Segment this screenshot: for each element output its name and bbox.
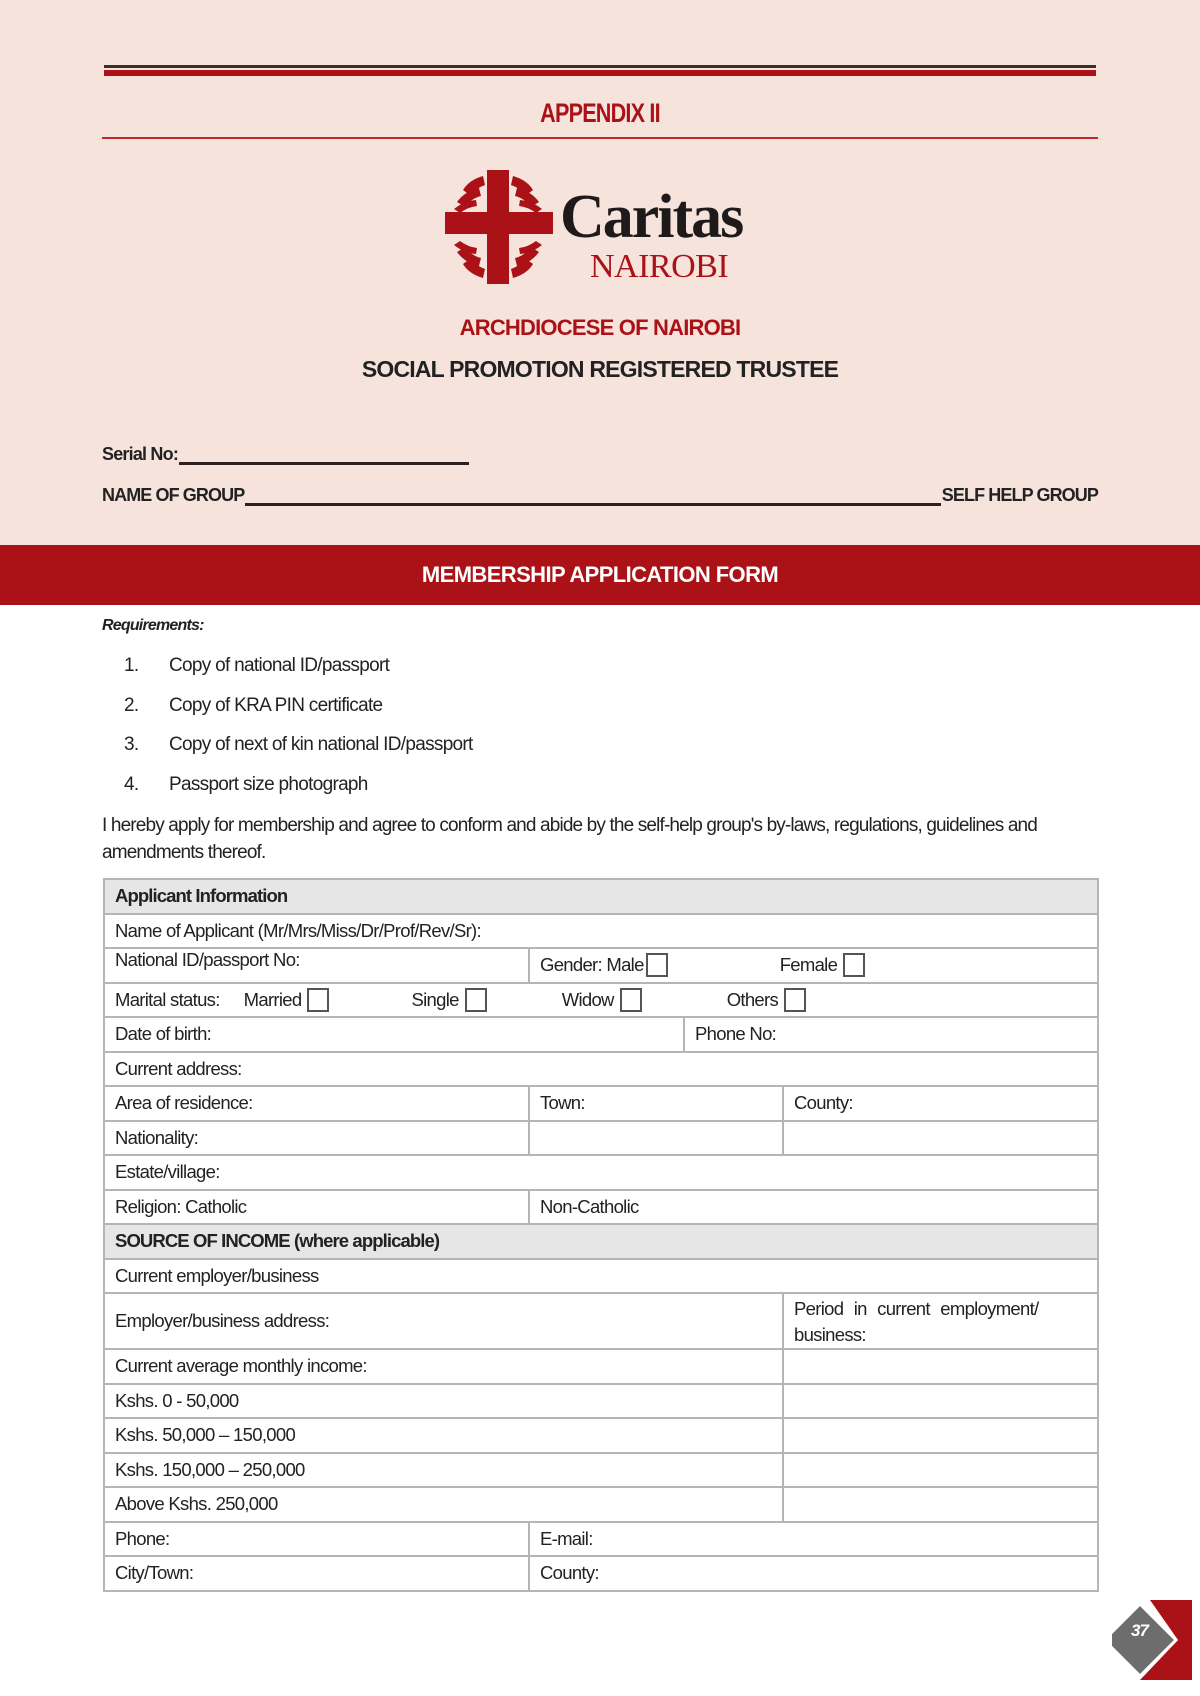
monthly-income-blank-cell[interactable]: [783, 1349, 1098, 1384]
income-bracket-row: [104, 1453, 1098, 1488]
gender-female-checkbox[interactable]: [843, 953, 865, 977]
location-row: [104, 1556, 1098, 1591]
marital-single-checkbox[interactable]: [465, 988, 487, 1012]
organization-name: ARCHDIOCESE OF NAIROBI: [459, 315, 741, 340]
date-of-birth-field[interactable]: Date of birth:: [104, 1017, 684, 1052]
gender-cell: [529, 948, 1098, 983]
employer-address-field[interactable]: Employer/business address:: [104, 1293, 783, 1349]
organization-subtitle: SOCIAL PROMOTION REGISTERED TRUSTEE: [361, 356, 839, 382]
applicant-section-header: Applicant Information: [104, 879, 1098, 914]
serial-number-field[interactable]: [179, 447, 469, 465]
marital-others-label: Others: [726, 988, 779, 1010]
declaration-text: I hereby apply for membership and agree to conform and abide by the self-help group's by-laws, regulations, guidelines and amendments thereof.: [102, 815, 1037, 863]
residence-row: [104, 1086, 1098, 1121]
employer-city-field[interactable]: City/Town:: [104, 1556, 529, 1591]
marital-married-checkbox[interactable]: [307, 988, 329, 1012]
gender-male-checkbox[interactable]: [646, 953, 668, 977]
marital-married-label: Married: [243, 988, 302, 1010]
income-section-header: SOURCE OF INCOME (where applicable): [104, 1224, 1098, 1259]
requirement-item: 2. Copy of KRA PIN certificate: [124, 694, 383, 716]
requirements-list: [124, 655, 473, 813]
nationality-blank-cell[interactable]: [529, 1121, 783, 1156]
requirement-item: 1. Copy of national ID/passport: [124, 655, 390, 676]
income-bracket-row: [104, 1418, 1098, 1453]
marital-single-label: Single: [411, 988, 459, 1010]
requirements-title: Requirements:: [102, 617, 204, 634]
income-bracket-label: Above Kshs. 250,000: [104, 1487, 783, 1522]
employer-phone-field[interactable]: Phone:: [104, 1522, 529, 1557]
income-bracket-label: Kshs. 150,000 – 250,000: [104, 1453, 783, 1488]
requirement-item: 3. Copy of next of kin national ID/passport: [124, 734, 473, 755]
estate-village-field[interactable]: Estate/village:: [104, 1155, 1098, 1190]
employer-address-row: [104, 1293, 1098, 1349]
income-bracket-row: [104, 1487, 1098, 1522]
applicant-name-row: [104, 914, 1098, 949]
top-rule-dark: [104, 65, 1096, 68]
current-address-row: [104, 1052, 1098, 1087]
form-title-banner: MEMBERSHIP APPLICATION FORM: [0, 545, 1200, 605]
marital-status-label: Marital status:: [115, 988, 220, 1010]
page-number: 37: [1131, 1621, 1148, 1640]
serial-number-row: [102, 444, 469, 465]
marital-widow-label: Widow: [561, 988, 614, 1010]
id-gender-row: [104, 948, 1098, 983]
nationality-field[interactable]: Nationality:: [104, 1121, 529, 1156]
group-name-label: NAME OF GROUP: [102, 485, 245, 505]
gender-male-label: Gender: Male: [540, 954, 644, 976]
caritas-cross-icon: [443, 168, 555, 286]
county-field[interactable]: County:: [783, 1086, 1098, 1121]
religion-catholic-field[interactable]: Religion: Catholic: [104, 1190, 529, 1225]
contact-row: [104, 1522, 1098, 1557]
current-address-field[interactable]: Current address:: [104, 1052, 1098, 1087]
appendix-title: APPENDIX II: [540, 98, 660, 128]
phone-no-field[interactable]: Phone No:: [684, 1017, 1098, 1052]
logo-wordmark: Caritas: [560, 183, 743, 251]
income-bracket-label: Kshs. 50,000 – 150,000: [104, 1418, 783, 1453]
group-name-field[interactable]: [245, 488, 940, 506]
income-bracket-cell[interactable]: [783, 1487, 1098, 1522]
group-suffix-label: SELF HELP GROUP: [941, 485, 1098, 505]
marital-others-checkbox[interactable]: [784, 988, 806, 1012]
serial-number-label: Serial No:: [102, 444, 179, 464]
appendix-underline: [102, 137, 1098, 139]
religion-non-catholic-field[interactable]: Non-Catholic: [529, 1190, 1098, 1225]
income-bracket-cell[interactable]: [783, 1453, 1098, 1488]
requirement-item: 4. Passport size photograph: [124, 773, 368, 795]
marital-widow-checkbox[interactable]: [620, 988, 642, 1012]
current-employer-field[interactable]: Current employer/business: [104, 1259, 1098, 1294]
income-bracket-cell[interactable]: [783, 1418, 1098, 1453]
employer-row: [104, 1259, 1098, 1294]
income-bracket-row: [104, 1384, 1098, 1419]
income-bracket-cell[interactable]: [783, 1384, 1098, 1419]
logo-city: NAIROBI: [590, 248, 729, 285]
income-bracket-label: Kshs. 0 - 50,000: [104, 1384, 783, 1419]
group-name-row: [102, 485, 1098, 506]
employer-email-field[interactable]: E-mail:: [529, 1522, 1098, 1557]
gender-female-label: Female: [779, 954, 838, 976]
estate-row: [104, 1155, 1098, 1190]
area-of-residence-field[interactable]: Area of residence:: [104, 1086, 529, 1121]
applicant-name-field[interactable]: Name of Applicant (Mr/Mrs/Miss/Dr/Prof/Rev/Sr):: [104, 914, 1098, 949]
employer-county-field[interactable]: County:: [529, 1556, 1098, 1591]
marital-status-row: [104, 983, 1098, 1018]
top-rule-red: [104, 70, 1096, 76]
application-form-table: [103, 878, 1099, 1592]
employment-period-field[interactable]: Period in current employment/ business:: [783, 1293, 1098, 1349]
monthly-income-label: Current average monthly income:: [104, 1349, 783, 1384]
town-field[interactable]: Town:: [529, 1086, 783, 1121]
religion-row: [104, 1190, 1098, 1225]
dob-phone-row: [104, 1017, 1098, 1052]
monthly-income-row: [104, 1349, 1098, 1384]
national-id-field[interactable]: National ID/passport No:: [104, 948, 529, 983]
nationality-row: [104, 1121, 1098, 1156]
nationality-blank-cell[interactable]: [783, 1121, 1098, 1156]
caritas-logo: [443, 168, 763, 288]
